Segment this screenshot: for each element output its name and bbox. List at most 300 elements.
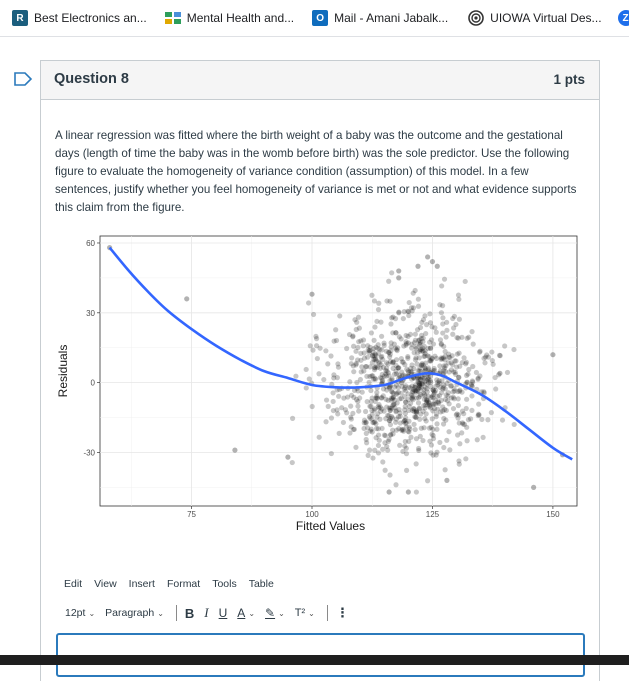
data-point xyxy=(379,426,384,431)
data-point xyxy=(405,354,410,359)
data-point xyxy=(378,405,383,410)
data-point xyxy=(321,377,326,382)
data-point xyxy=(349,355,354,360)
data-point xyxy=(430,416,435,421)
data-point xyxy=(370,420,375,425)
data-point xyxy=(447,401,452,406)
data-point xyxy=(422,394,427,399)
paragraph-select[interactable] xyxy=(105,607,164,619)
data-point xyxy=(464,373,469,378)
data-point xyxy=(415,264,420,269)
data-point xyxy=(374,415,379,420)
data-point xyxy=(389,389,394,394)
data-point xyxy=(373,363,378,368)
menu-insert[interactable]: Insert xyxy=(128,578,155,590)
data-point xyxy=(430,401,435,406)
data-point xyxy=(371,338,376,343)
data-point xyxy=(424,411,429,416)
data-point xyxy=(438,409,443,414)
data-point xyxy=(334,338,339,343)
data-point xyxy=(357,326,362,331)
data-point xyxy=(393,482,398,487)
data-point xyxy=(366,453,371,458)
data-point xyxy=(388,321,393,326)
data-point xyxy=(416,304,421,309)
data-point xyxy=(413,388,418,393)
data-point xyxy=(347,379,352,384)
data-point xyxy=(448,383,453,388)
data-point xyxy=(450,332,455,337)
data-point xyxy=(440,386,445,391)
data-point xyxy=(411,422,416,427)
data-point xyxy=(489,349,494,354)
data-point xyxy=(404,468,409,473)
data-point xyxy=(350,411,355,416)
superscript-button[interactable] xyxy=(295,607,315,619)
data-point xyxy=(420,381,425,386)
data-point xyxy=(396,268,401,273)
target-icon xyxy=(468,10,484,26)
data-point xyxy=(290,416,295,421)
data-point xyxy=(422,405,427,410)
data-point xyxy=(428,359,433,364)
data-point xyxy=(331,399,336,404)
data-point xyxy=(404,451,409,456)
data-point xyxy=(396,309,401,314)
data-point xyxy=(511,347,516,352)
data-point xyxy=(439,283,444,288)
data-point xyxy=(383,468,388,473)
data-point xyxy=(382,343,387,348)
data-point xyxy=(457,317,462,322)
data-point xyxy=(368,428,373,433)
data-point xyxy=(354,361,359,366)
data-point xyxy=(475,437,480,442)
data-point xyxy=(329,451,334,456)
more-options-button[interactable]: ⋮ xyxy=(335,605,349,620)
data-point xyxy=(315,356,320,361)
data-point xyxy=(356,315,361,320)
data-point xyxy=(437,393,442,398)
data-point xyxy=(402,444,407,449)
data-point xyxy=(457,351,462,356)
x-axis-title: Fitted Values xyxy=(295,519,366,531)
data-point xyxy=(370,455,375,460)
bookmark-label: Mail - Amani Jabalk... xyxy=(334,11,449,25)
grid-app-icon xyxy=(165,10,181,26)
data-point xyxy=(316,371,321,376)
data-point xyxy=(336,394,341,399)
data-point xyxy=(497,353,502,358)
y-tick-label: 30 xyxy=(86,308,95,318)
data-point xyxy=(471,342,476,347)
data-point xyxy=(403,385,408,390)
toolbar-divider xyxy=(327,605,328,621)
question-header xyxy=(41,61,599,100)
bookmark-label: Mental Health and... xyxy=(186,11,295,25)
data-point xyxy=(392,372,397,377)
data-point xyxy=(463,456,468,461)
data-point xyxy=(304,367,309,372)
data-point xyxy=(444,392,449,397)
data-point xyxy=(456,292,461,297)
data-point xyxy=(413,415,418,420)
data-point xyxy=(388,432,393,437)
data-point xyxy=(387,354,392,359)
data-point xyxy=(341,396,346,401)
data-point xyxy=(446,352,451,357)
bookmark-mail[interactable] xyxy=(312,0,448,36)
data-point xyxy=(333,327,338,332)
data-point xyxy=(387,472,392,477)
data-point xyxy=(413,427,418,432)
font-size-value: 12pt xyxy=(65,607,86,619)
data-point xyxy=(351,427,356,432)
data-point xyxy=(379,362,384,367)
question-text: A linear regression was fitted where the birth weight of a baby was the outcome and the gestational days (length of time the baby was in the womb before birth) was the sole predictor. Use the following figure to evaluate the homogeneity of variance condition (assumption) of this model. In a few sentences, justify whether you feel homogeneity of variance is met or not and what evidence supports this claim from the figure. xyxy=(55,129,577,214)
data-point xyxy=(403,342,408,347)
menu-view[interactable]: View xyxy=(94,578,117,590)
bold-button[interactable]: B xyxy=(184,605,195,621)
data-point xyxy=(355,345,360,350)
data-point xyxy=(476,413,481,418)
data-point xyxy=(441,445,446,450)
data-point xyxy=(349,416,354,421)
data-point xyxy=(386,489,391,494)
data-point xyxy=(406,439,411,444)
data-point xyxy=(336,365,341,370)
data-point xyxy=(440,321,445,326)
chevron-down-icon: ⌄ xyxy=(88,608,96,618)
toolbar-divider xyxy=(176,605,177,621)
data-point xyxy=(429,442,434,447)
data-point xyxy=(416,297,421,302)
z-icon: Z xyxy=(618,10,629,26)
x-tick-label: 75 xyxy=(187,510,196,519)
residual-plot xyxy=(55,231,580,531)
data-point xyxy=(440,330,445,335)
data-point xyxy=(326,404,331,409)
data-point xyxy=(348,404,353,409)
data-point xyxy=(376,450,381,455)
data-point xyxy=(331,375,336,380)
data-point xyxy=(451,406,456,411)
data-point xyxy=(481,435,486,440)
data-point xyxy=(386,350,391,355)
question-title: Question 8 xyxy=(54,71,129,87)
data-point xyxy=(309,292,314,297)
data-point xyxy=(469,393,474,398)
data-point xyxy=(354,320,359,325)
text-color-button[interactable] xyxy=(237,606,255,620)
data-point xyxy=(382,409,387,414)
data-point xyxy=(386,437,391,442)
data-point xyxy=(419,362,424,367)
data-point xyxy=(414,346,419,351)
data-point xyxy=(376,443,381,448)
data-point xyxy=(337,313,342,318)
flag-question-icon[interactable] xyxy=(13,71,33,92)
y-axis-title: Residuals xyxy=(56,344,70,398)
data-point xyxy=(317,346,322,351)
editor-menubar xyxy=(64,578,286,590)
data-point xyxy=(484,352,489,357)
data-point xyxy=(421,354,426,359)
data-point xyxy=(371,377,376,382)
data-point xyxy=(184,296,189,301)
data-point xyxy=(434,450,439,455)
bookmark-label: UIOWA Virtual Des... xyxy=(490,11,602,25)
data-point xyxy=(457,441,462,446)
data-point xyxy=(344,346,349,351)
data-point xyxy=(354,380,359,385)
data-point xyxy=(390,360,395,365)
data-point xyxy=(456,396,461,401)
data-point xyxy=(441,368,446,373)
data-point xyxy=(285,455,290,460)
data-point xyxy=(485,417,490,422)
data-point xyxy=(386,279,391,284)
data-point xyxy=(364,440,369,445)
data-point xyxy=(392,341,397,346)
data-point xyxy=(410,308,415,313)
bookmark-best-electronics[interactable] xyxy=(12,0,147,36)
data-point xyxy=(361,343,366,348)
menu-edit[interactable]: Edit xyxy=(64,578,83,590)
data-point xyxy=(476,402,481,407)
data-point xyxy=(396,365,401,370)
data-point xyxy=(430,259,435,264)
data-point xyxy=(331,408,336,413)
data-point xyxy=(414,395,419,400)
data-point xyxy=(401,316,406,321)
data-point xyxy=(380,447,385,452)
data-point xyxy=(310,404,315,409)
menu-tools[interactable]: Tools xyxy=(212,578,237,590)
data-point xyxy=(367,447,372,452)
data-point xyxy=(439,341,444,346)
data-point xyxy=(407,300,412,305)
data-point xyxy=(477,349,482,354)
data-point xyxy=(317,435,322,440)
highlight-button[interactable] xyxy=(265,606,285,620)
menu-table[interactable]: Table xyxy=(248,578,274,590)
menu-format[interactable]: Format xyxy=(166,578,201,590)
taskbar-strip xyxy=(0,655,629,665)
superscript-icon: T² xyxy=(294,607,306,619)
data-point xyxy=(373,395,378,400)
x-tick-label: 125 xyxy=(425,510,440,519)
bookmark-uiowa[interactable] xyxy=(468,0,601,36)
data-point xyxy=(380,459,385,464)
italic-button[interactable]: I xyxy=(204,605,209,620)
data-point xyxy=(397,443,402,448)
data-point xyxy=(425,478,430,483)
data-point xyxy=(470,364,475,369)
data-point xyxy=(396,275,401,280)
data-point xyxy=(394,428,399,433)
chevron-down-icon: ⌄ xyxy=(278,608,285,618)
data-point xyxy=(337,431,342,436)
data-point xyxy=(376,301,381,306)
font-size-select[interactable] xyxy=(65,607,95,619)
data-point xyxy=(457,462,462,467)
data-point xyxy=(324,397,329,402)
data-point xyxy=(464,360,469,365)
data-point xyxy=(456,403,461,408)
data-point xyxy=(442,277,447,282)
data-point xyxy=(465,379,470,384)
data-point xyxy=(367,404,372,409)
data-point xyxy=(462,422,467,427)
data-point xyxy=(447,447,452,452)
outlook-icon: O xyxy=(312,10,328,26)
data-point xyxy=(406,313,411,318)
data-point xyxy=(390,330,395,335)
data-point xyxy=(387,418,392,423)
data-point xyxy=(358,351,363,356)
data-point xyxy=(493,386,498,391)
data-point xyxy=(369,330,374,335)
data-point xyxy=(434,421,439,426)
data-point xyxy=(416,400,421,405)
data-point xyxy=(359,364,364,369)
data-point xyxy=(482,360,487,365)
data-point xyxy=(435,380,440,385)
data-point xyxy=(385,448,390,453)
data-point xyxy=(419,426,424,431)
bookmark-z[interactable] xyxy=(618,0,629,36)
data-point xyxy=(550,352,555,357)
data-point xyxy=(367,350,372,355)
data-point xyxy=(465,336,470,341)
data-point xyxy=(379,395,384,400)
data-point xyxy=(381,386,386,391)
data-point xyxy=(357,395,362,400)
chevron-down-icon: ⌄ xyxy=(157,608,164,618)
data-point xyxy=(411,291,416,296)
data-point xyxy=(421,317,426,322)
bookmark-mental-health[interactable] xyxy=(165,0,294,36)
data-point xyxy=(389,270,394,275)
data-point xyxy=(363,409,368,414)
x-tick-label: 150 xyxy=(546,510,560,519)
data-point xyxy=(420,438,425,443)
bookmark-label: Best Electronics an... xyxy=(34,11,147,25)
data-point xyxy=(375,346,380,351)
data-point xyxy=(418,392,423,397)
data-point xyxy=(350,333,355,338)
data-point xyxy=(502,343,507,348)
highlight-icon: ✎ xyxy=(265,606,276,620)
data-point xyxy=(360,390,365,395)
data-point xyxy=(304,385,309,390)
data-point xyxy=(390,314,395,319)
data-point xyxy=(361,337,366,342)
y-tick-label: 60 xyxy=(86,238,95,248)
data-point xyxy=(413,332,418,337)
data-point xyxy=(404,367,409,372)
text-color-icon: A xyxy=(237,606,246,620)
data-point xyxy=(474,370,479,375)
data-point xyxy=(465,438,470,443)
data-point xyxy=(362,420,367,425)
data-point xyxy=(416,446,421,451)
data-point xyxy=(323,419,328,424)
data-point xyxy=(459,430,464,435)
data-point xyxy=(397,410,402,415)
data-point xyxy=(402,418,407,423)
data-point xyxy=(413,383,418,388)
data-point xyxy=(325,361,330,366)
data-point xyxy=(306,300,311,305)
data-point xyxy=(490,358,495,363)
data-point xyxy=(460,409,465,414)
data-point xyxy=(376,432,381,437)
data-point xyxy=(293,374,298,379)
data-point xyxy=(232,448,237,453)
data-point xyxy=(355,404,360,409)
data-point xyxy=(464,397,469,402)
data-point xyxy=(444,478,449,483)
chevron-down-icon: ⌄ xyxy=(308,608,315,618)
data-point xyxy=(372,324,377,329)
data-point xyxy=(505,370,510,375)
data-point xyxy=(441,416,446,421)
underline-button[interactable]: U xyxy=(218,606,228,620)
data-point xyxy=(476,375,481,380)
data-point xyxy=(364,374,369,379)
data-point xyxy=(427,426,432,431)
data-point xyxy=(365,355,370,360)
data-point xyxy=(443,397,448,402)
data-point xyxy=(430,408,435,413)
data-point xyxy=(417,355,422,360)
data-point xyxy=(399,427,404,432)
data-point xyxy=(435,264,440,269)
data-point xyxy=(349,393,354,398)
data-point xyxy=(405,309,410,314)
data-point xyxy=(417,377,422,382)
data-point xyxy=(390,403,395,408)
data-point xyxy=(406,489,411,494)
data-point xyxy=(389,396,394,401)
data-point xyxy=(434,330,439,335)
data-point xyxy=(384,298,389,303)
data-point xyxy=(307,376,312,381)
r-logo-icon: R xyxy=(12,10,28,26)
data-point xyxy=(439,355,444,360)
data-point xyxy=(405,334,410,339)
data-point xyxy=(444,438,449,443)
data-point xyxy=(369,293,374,298)
data-point xyxy=(314,336,319,341)
data-point xyxy=(393,420,398,425)
data-point xyxy=(382,440,387,445)
data-point xyxy=(455,415,460,420)
data-point xyxy=(374,426,379,431)
data-point xyxy=(452,358,457,363)
data-point xyxy=(432,390,437,395)
paragraph-value: Paragraph xyxy=(105,607,155,619)
data-point xyxy=(415,327,420,332)
x-tick-label: 100 xyxy=(305,510,319,519)
data-point xyxy=(443,334,448,339)
data-point xyxy=(531,485,536,490)
data-point xyxy=(469,329,474,334)
data-point xyxy=(439,310,444,315)
data-point xyxy=(401,360,406,365)
